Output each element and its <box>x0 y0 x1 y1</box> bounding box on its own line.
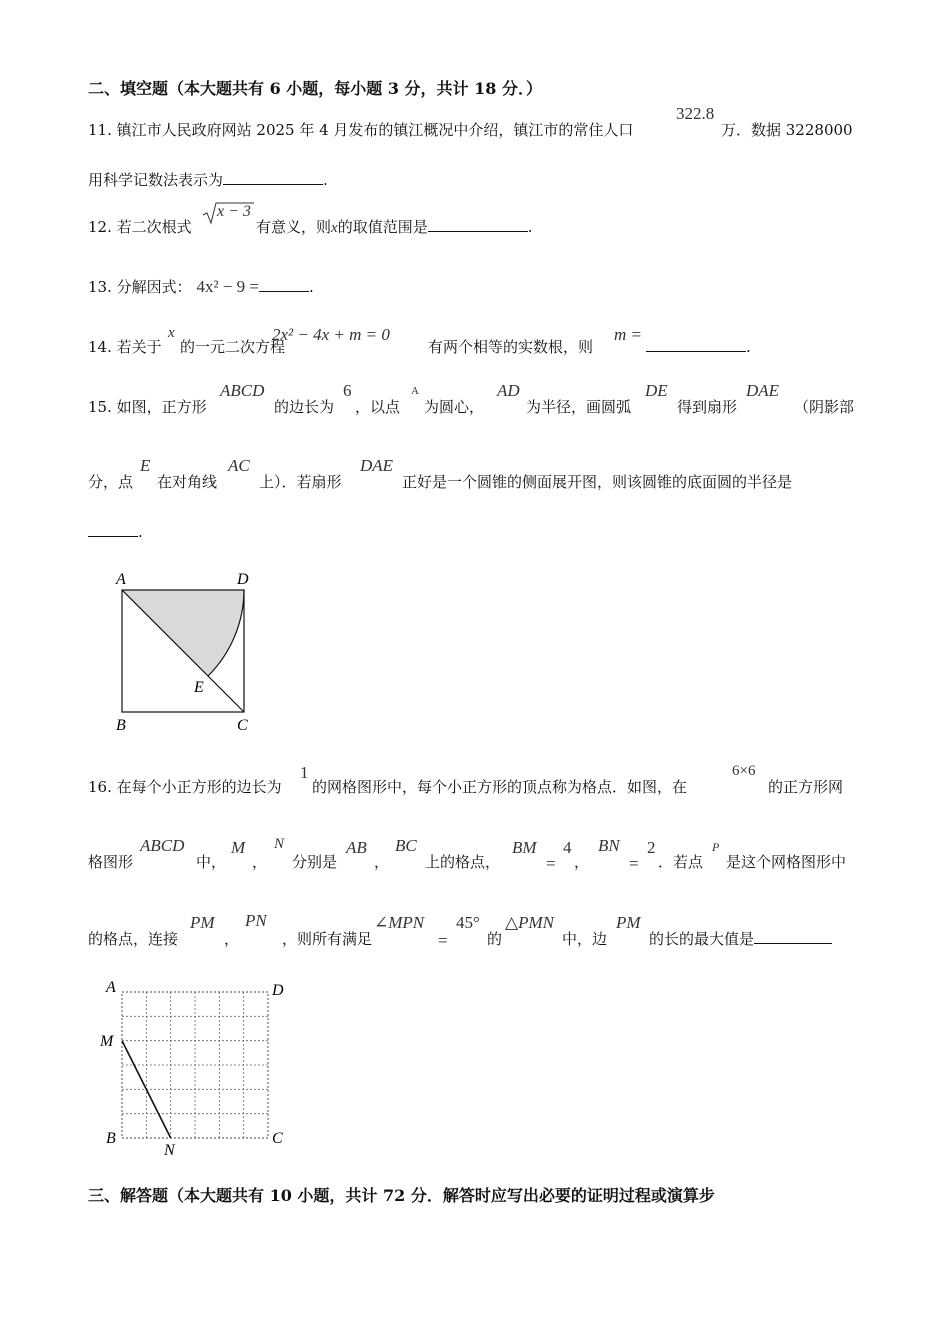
q16-t14-text: 的长的最大值是 <box>649 930 755 948</box>
q16-t10: 的格点，连接 <box>88 930 179 948</box>
fig16-label-b: B <box>106 1130 116 1147</box>
q14-var: x <box>168 325 175 341</box>
q15-e: E <box>140 456 151 475</box>
q15-t4: 为圆心， <box>424 398 485 416</box>
q14-text-a: 若关于 <box>116 338 162 356</box>
q15-a: A <box>411 385 419 397</box>
q16-comma: ， <box>252 853 268 871</box>
q15-ad: AD <box>497 381 520 400</box>
q16-comma-2: ， <box>374 853 390 871</box>
q15-line-1a <box>88 397 207 417</box>
q15-t11: 正好是一个圆锥的侧面展开图，则该圆锥的底面圆的半径是 <box>402 473 793 491</box>
fig15-label-a: A <box>116 571 126 588</box>
q15-t3: ，以点 <box>355 398 401 416</box>
section-3-title: 三、解答题（本大题共有 10 小题，共计 72 分．解答时应写出必要的证明过程或演算步 <box>88 1186 715 1205</box>
q16-t5: 中， <box>196 853 227 871</box>
q16-eq-3: = <box>438 931 448 950</box>
q12-text-a: 若二次根式 <box>116 218 192 236</box>
q11-text-c: 用科学记数法表示为 <box>88 171 224 189</box>
q16-p: P <box>712 840 720 854</box>
q15-figure <box>100 560 280 740</box>
q12-var: x <box>331 220 338 236</box>
q16-figure <box>100 976 300 1156</box>
q13-end: . <box>308 278 314 296</box>
q12-text-b: 有意义，则 <box>256 218 332 236</box>
q12-radical <box>202 201 254 225</box>
q11-end: . <box>323 171 328 189</box>
q13-number: 13. <box>88 278 112 296</box>
q11-text-b: 万．数据 3228000 <box>721 121 853 139</box>
q16-t7: 上的格点， <box>425 853 501 871</box>
shaded-sector <box>122 590 244 676</box>
q16-four: 4 <box>563 838 572 857</box>
q16-pm: PM <box>190 913 215 932</box>
q15-t5: 为半径，画圆弧 <box>526 398 632 416</box>
q15-dae-2: DAE <box>360 456 394 475</box>
q15-dae: DAE <box>746 381 780 400</box>
fig15-label-e: E <box>194 679 204 696</box>
q16-t12: 的 <box>487 930 503 948</box>
q16-t9: 是这个网格图形中 <box>726 853 847 871</box>
q16-size: 6×6 <box>732 763 756 779</box>
q15-end: . <box>138 523 143 541</box>
q12-answer-blank[interactable] <box>428 217 528 232</box>
q15-t10: 上）．若扇形 <box>259 473 342 491</box>
q16-bc: BC <box>395 836 417 855</box>
q11-value: 322.8 <box>676 104 715 123</box>
q15-answer-blank[interactable] <box>88 522 138 537</box>
q16-comma-3: ， <box>574 853 590 871</box>
q16-pn: PN <box>245 911 267 930</box>
q11-number: 11. <box>88 121 112 139</box>
q16-t1: 在每个小正方形的边长为 <box>116 778 282 796</box>
q16-bm: BM <box>512 838 537 857</box>
q15-de: DE <box>645 381 668 400</box>
q16-tri: △PMN <box>505 913 554 932</box>
q16-ab: AB <box>346 838 367 857</box>
q16-t3: 的正方形网 <box>768 778 844 796</box>
q14-m-eq: m = <box>614 325 642 344</box>
q15-t9: 在对角线 <box>157 473 218 491</box>
fig16-label-n: N <box>164 1142 175 1156</box>
q14-number: 14. <box>88 338 112 356</box>
q12-radicand: x − 3 <box>217 203 251 220</box>
q15-t1: 如图，正方形 <box>116 398 207 416</box>
fig15-label-c: C <box>237 717 248 734</box>
q14-line-a <box>88 337 162 357</box>
q13-answer-blank[interactable] <box>259 277 309 292</box>
q16-n: N <box>274 836 285 852</box>
q15-t6: 得到扇形 <box>677 398 738 416</box>
q16-number: 16. <box>88 778 112 796</box>
q16-t4: 格图形 <box>88 853 134 871</box>
q16-eq-2: = <box>629 854 639 873</box>
fig16-label-a: A <box>106 979 116 996</box>
q11-line-2 <box>88 170 328 190</box>
q12-end: . <box>527 218 533 236</box>
q15-t7: （阴影部 <box>794 398 855 416</box>
q11-answer-blank[interactable] <box>223 170 323 185</box>
q16-eq-1: = <box>546 854 556 873</box>
q15-line-3 <box>88 522 143 542</box>
q16-t2: 的网格图形中，每个小正方形的顶点称为格点．如图，在 <box>312 778 688 796</box>
q16-t13: 中，边 <box>562 930 608 948</box>
grid-lines <box>122 992 268 1138</box>
fig16-label-m: M <box>100 1033 114 1050</box>
q16-pm-2: PM <box>616 913 641 932</box>
q16-bn: BN <box>598 836 620 855</box>
q15-t8: 分，点 <box>88 473 134 491</box>
section-2-title: 二、填空题（本大题共有 6 小题，每小题 3 分，共计 18 分．） <box>88 79 542 98</box>
fig15-label-d: D <box>237 571 249 588</box>
q15-ac: AC <box>228 456 250 475</box>
fig16-label-c: C <box>272 1130 283 1147</box>
q15-t2: 的边长为 <box>274 398 335 416</box>
q16-answer-blank[interactable] <box>754 929 832 944</box>
q16-one: 1 <box>300 763 309 782</box>
q15-abcd: ABCD <box>220 381 265 400</box>
q16-abcd: ABCD <box>140 836 185 855</box>
q14-answer-blank[interactable] <box>646 337 746 352</box>
q16-m: M <box>231 838 246 857</box>
q14-text-c: 有两个相等的实数根，则 <box>428 338 594 356</box>
q15-number: 15. <box>88 398 112 416</box>
q14-text-b: 的一元二次方程 <box>180 338 286 356</box>
q12-line <box>88 217 192 237</box>
fig16-label-d: D <box>272 982 284 999</box>
q14-tail <box>646 337 751 357</box>
q16-deg: 45° <box>456 913 480 932</box>
q13-text-a: 分解因式： <box>116 278 192 296</box>
q16-line-1a <box>88 777 282 797</box>
q16-t6: 分别是 <box>292 853 338 871</box>
q11-text-a: 镇江市人民政府网站 2025 年 4 月发布的镇江概况中介绍，镇江市的常住人口 <box>116 121 634 139</box>
q14-end: . <box>746 338 751 356</box>
q15-six: 6 <box>343 381 352 400</box>
q16-comma-4: ， <box>224 930 240 948</box>
q13-line <box>88 277 314 297</box>
q16-angle: ∠MPN <box>374 913 425 932</box>
q12-number: 12. <box>88 218 112 236</box>
q13-expr: 4x² − 9 = <box>196 277 259 296</box>
q16-t8: ．若点 <box>658 853 704 871</box>
q16-t11: ，则所有满足 <box>282 930 373 948</box>
fig15-label-b: B <box>116 717 126 734</box>
q16-two: 2 <box>647 838 656 857</box>
q16-t14 <box>649 929 832 949</box>
q12-line-b <box>256 217 532 238</box>
q12-text-c: 的取值范围是 <box>337 218 428 236</box>
q14-equation: 2x² − 4x + m = 0 <box>272 325 390 344</box>
q11-line-1 <box>88 120 633 140</box>
